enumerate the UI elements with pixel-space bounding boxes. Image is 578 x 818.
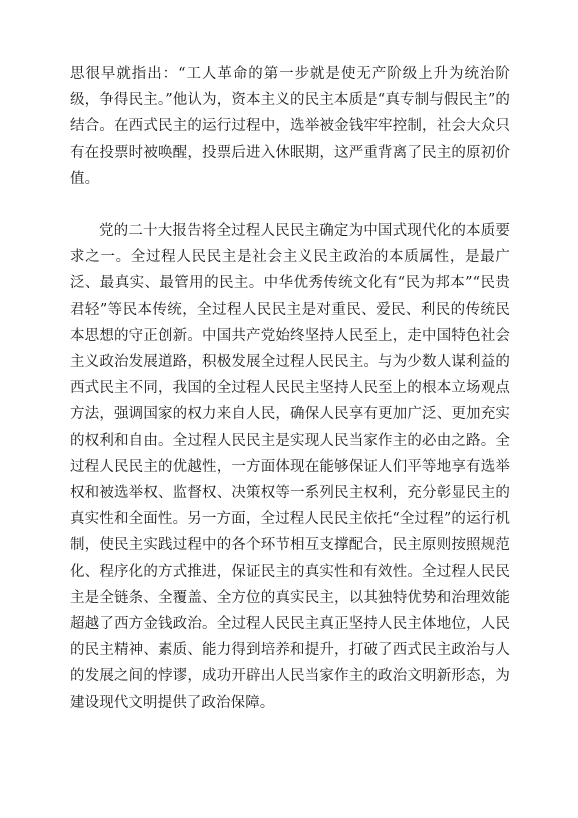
paragraph-body: 党的二十大报告将全过程人民民主确定为中国式现代化的本质要求之一。全过程人民民主是社会主义民主政治的本质属性，是最广泛、最真实、最管用的民主。中华优秀传统文化有“民为邦本”“民贵君轻”等民本传统，全过程人民民主是对重民、爱民、利民的传统民本思想的守正创新。中国共产党始终坚持人民至上，走中国特色社会主义政治发展道路，积极发展全过程人民民主。与为少数人谋利益的西式民主不同，我国的全过程人民民主坚持人民至上的根本立场观点方法，强调国家的权力来自人民，确保人民享有更加广泛、更加充实的权利和自由。全过程人民民主是实现人民当家作主的必由之路。全过程人民民主的优越性，一方面体现在能够保证人们平等地享有选举权和被选举权、监督权、决策权等一系列民主权利，充分彰显民主的真实性和全面性。另一方面，全过程人民民主依托“全过程”的运行机制，使民主实践过程中的各个环节相互支撑配合，民主原则按照规范化、程序化的方式推进，保证民主的真实性和有效性。全过程人民民主是全链条、全覆盖、全方位的真实民主，以其独特优势和治理效能超越了西方金钱政治。全过程人民民主真正坚持人民主体地位，人民的民主精神、素质、能力得到培养和提升，打破了西式民主政治与人的发展之间的悖谬，成功开辟出人民当家作主的政治文明新形态，为建设现代文明提供了政治保障。 xyxy=(70,223,510,711)
paragraph-continuation: 思很早就指出：“工人革命的第一步就是使无产阶级上升为统治阶级，争得民主。”他认为，资本主义的民主本质是“真专制与假民主”的结合。在西式民主的运行过程中，选举被金钱牢牢控制，社会大众只有在投票时被唤醒，投票后进入休眠期，这严重背离了民主的原初价值。 xyxy=(70,66,510,187)
